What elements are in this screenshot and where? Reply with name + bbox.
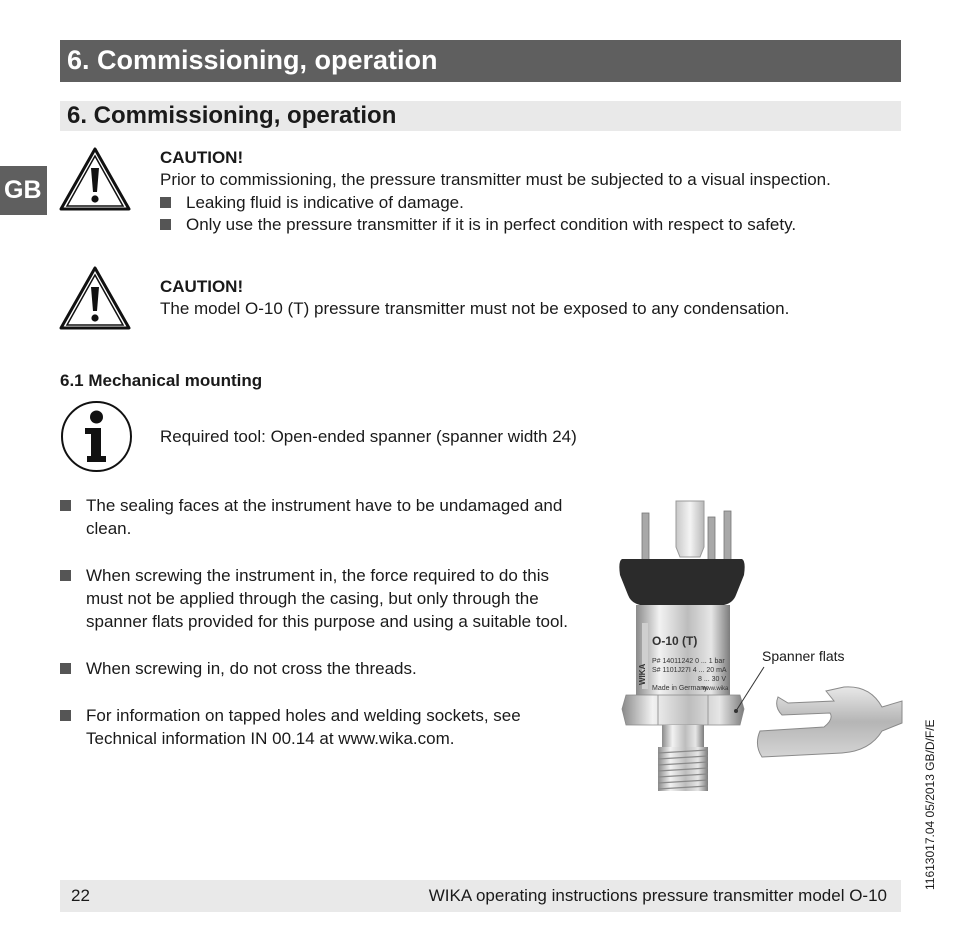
warning-triangle-icon — [59, 265, 131, 331]
document-number: 11613017.04 05/2013 GB/D/F/E — [923, 719, 937, 890]
bullet-square-icon — [60, 570, 71, 581]
caution-2-title: CAUTION! — [160, 277, 244, 296]
warning-triangle-icon — [59, 146, 131, 212]
bullet-square-icon — [60, 710, 71, 721]
language-label: GB — [4, 176, 42, 204]
list-item: When screwing the instrument in, the force required to do this must not be applied through the casing, but only through the spanner flats provided for this purpose and using a suitable tool. — [60, 564, 568, 633]
label-made: Made in Germany — [652, 685, 708, 692]
list-item: For information on tapped holes and welding sockets, see Technical information IN 00.14 at www.wika.com. — [60, 704, 521, 750]
label-model: O-10 (T) — [652, 634, 698, 648]
label-web: www.wika — [702, 686, 729, 692]
label-line-2: S# 1101J27I 4 ... 20 mA — [652, 667, 727, 674]
bullet-square-icon — [60, 663, 71, 674]
label-line-3: 8 ... 30 V — [698, 676, 727, 683]
transmitter-photo — [612, 495, 912, 795]
section-title: 6. Commissioning, operation — [67, 102, 397, 129]
chapter-header-bar — [60, 40, 901, 82]
label-brand: WIKA — [638, 663, 647, 685]
caution-1-text: Prior to commissioning, the pressure transmitter must be subjected to a visual inspection. — [160, 170, 831, 189]
caution-1-bullet: Leaking fluid is indicative of damage. — [160, 191, 464, 214]
bullet-square-icon — [160, 219, 171, 230]
list-item: The sealing faces at the instrument have to be undamaged and clean. — [60, 494, 562, 540]
footer-title: WIKA operating instructions pressure transmitter model O-10 — [428, 886, 887, 905]
page-number: 22 — [71, 886, 90, 905]
section-header-bar — [60, 101, 901, 131]
list-item: When screwing in, do not cross the threads. — [60, 657, 417, 680]
chapter-title: 6. Commissioning, operation — [67, 45, 438, 75]
caution-2-text: The model O-10 (T) pressure transmitter must not be exposed to any condensation. — [160, 299, 790, 318]
callout-spanner-flats: Spanner flats — [762, 648, 845, 664]
page-footer — [60, 880, 901, 912]
bullet-square-icon — [60, 500, 71, 511]
bullet-square-icon — [160, 197, 171, 208]
caution-1-title: CAUTION! — [160, 148, 244, 167]
label-line-1: P# 14011242 0 ... 1 bar — [652, 658, 725, 665]
language-tab — [0, 166, 47, 215]
info-text: Required tool: Open-ended spanner (spanner width 24) — [160, 427, 577, 446]
subsection-title: 6.1 Mechanical mounting — [60, 371, 263, 390]
info-icon — [60, 400, 133, 473]
caution-1-bullet: Only use the pressure transmitter if it is in perfect condition with respect to safety. — [160, 213, 796, 236]
